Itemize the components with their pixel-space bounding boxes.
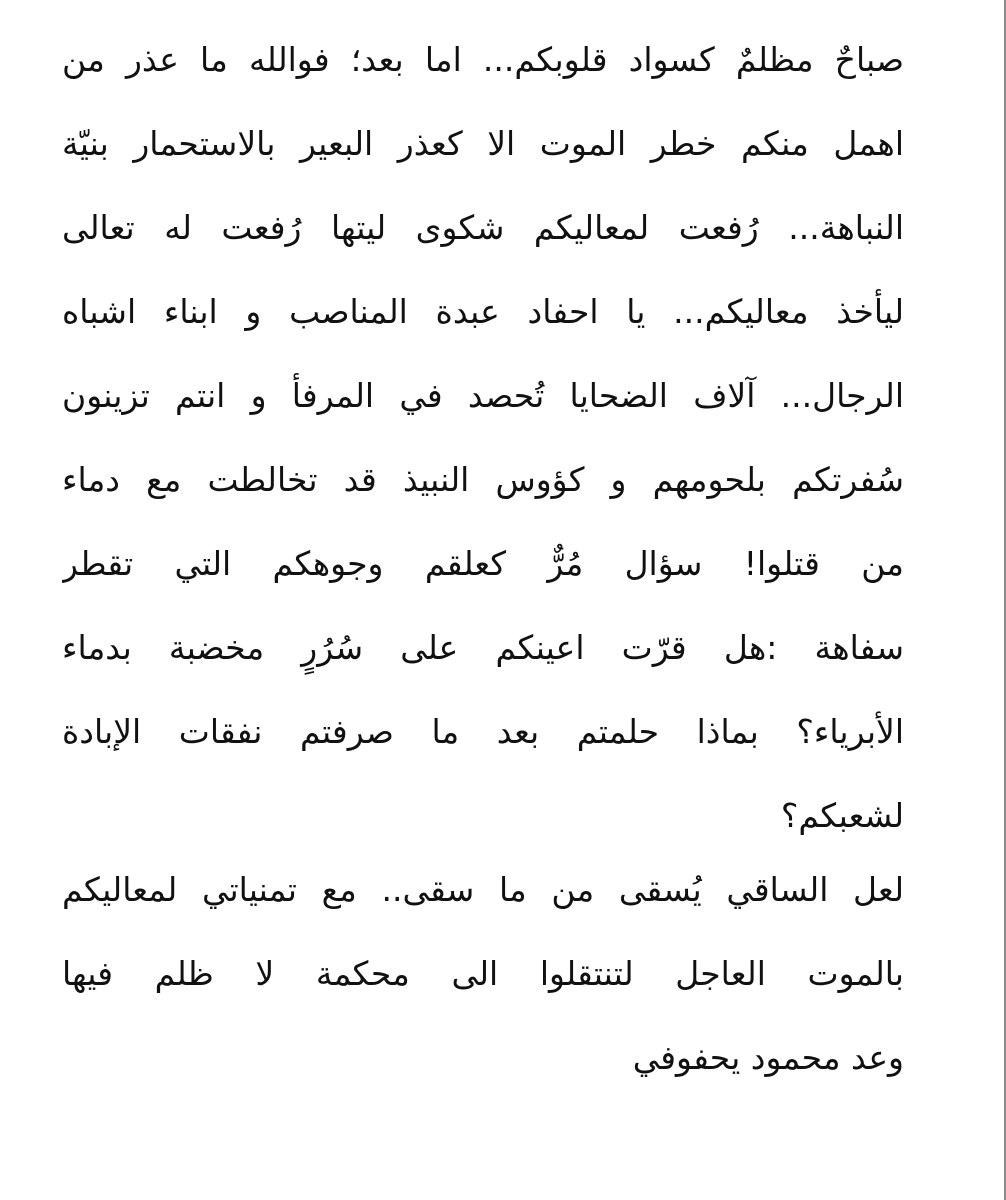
text-line-12: بالموت العاجل لتنتقلوا الى محكمة لا ظلم فيها — [62, 954, 904, 993]
text-line-9: الأبرياء؟ بماذا حلمتم بعد ما صرفتم نفقات الإبادة — [62, 712, 904, 751]
text-line-1: صباحٌ مظلمٌ كسواد قلوبكم... اما بعد؛ فوالله ما عذر من — [62, 40, 904, 79]
text-line-8: سفاهة :هل قرّت اعينكم على سُرُرٍ مخضبة بدماء — [62, 628, 904, 667]
text-line-5: الرجال... آلاف الضحايا تُحصد في المرفأ و انتم تزينون — [62, 376, 904, 415]
poem-text — [62, 30, 904, 1112]
text-line-3: النباهة... رُفعت لمعاليكم شكوى ليتها رُفعت له تعالى — [62, 208, 904, 247]
text-line-10: لشعبكم؟ — [780, 796, 904, 835]
text-line-2: اهمل منكم خطر الموت الا كعذر البعير بالاستحمار بنيّة — [62, 124, 904, 163]
text-line-11: لعل الساقي يُسقى من ما سقى.. مع تمنياتي لمعاليكم — [62, 870, 904, 909]
signature-line: وعد محمود يحفوفي — [632, 1038, 904, 1077]
text-line-6: سُفرتكم بلحومهم و كؤوس النبيذ قد تخالطت مع دماء — [62, 460, 904, 499]
text-line-7: من قتلوا! سؤال مُرٌّ كعلقم وجوهكم التي تقطر — [62, 544, 904, 583]
text-line-4: ليأخذ معاليكم... يا احفاد عبدة المناصب و ابناء اشباه — [62, 292, 904, 331]
